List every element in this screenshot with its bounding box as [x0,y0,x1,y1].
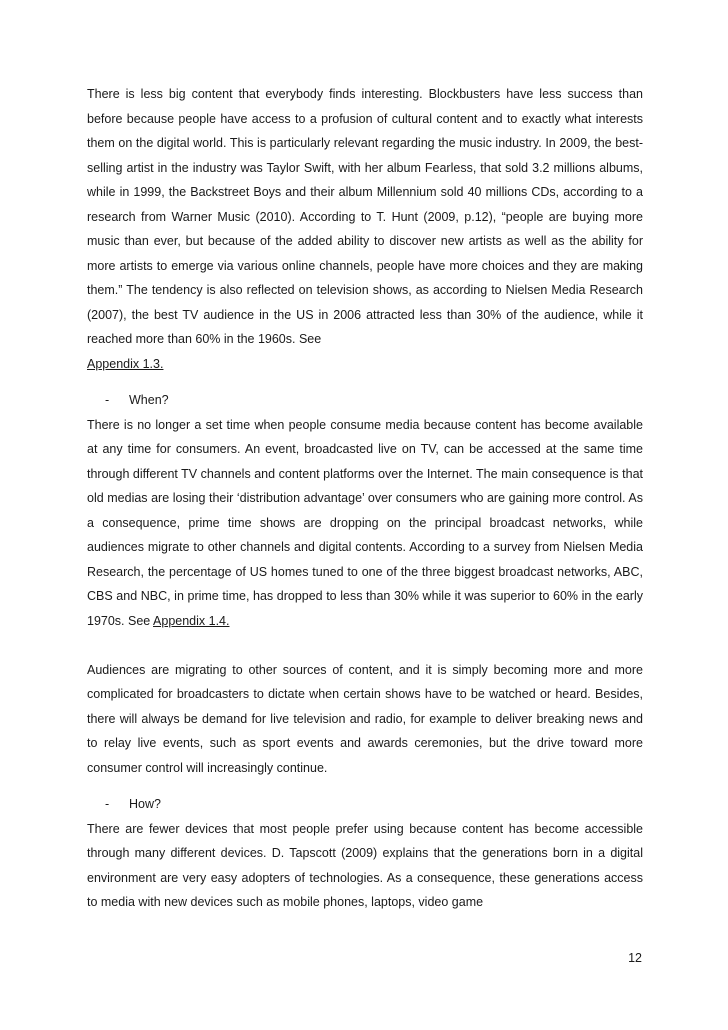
paragraph-audiences: Audiences are migrating to other sources of content, and it is simply becoming more and more complicated for broadcasters to dictate when certain shows have to be watched or heard. Besides, there will always be demand for live television and radio, for example to deliver breaking news and to relay live events, such as sport events and awards ceremonies, but the drive toward more consumer control will increasingly continue. [87,662,643,775]
appendix-1-3-link[interactable]: Appendix 1.3. [87,356,164,371]
page-number: 12 [628,951,642,965]
bullet-dash: - [105,393,110,407]
paragraph-text: There is less big content that everybody finds interesting. Blockbusters have less success than before because people have access to a profusion of cultural content and to exactly what interests them on the digital world. This is particularly relevant regarding the music industry. In 2009, the best-selling artist in the industry was Taylor Swift, with her album Fearless, that sold 3.2 millions albums, while in 1999, the Backstreet Boys and their album Millennium sold 40 millions CDs, according to a research from Warner Music (2010). According to T. Hunt (2009, p.12), “people are buying more music than ever, but because of the added ability to discover new artists as well as the ability for more artists to emerge via various online channels, people have more choices and they are making them.” The tendency is also reflected on television shows, as according to Nielsen Media Research (2007), the best TV audience in the US in 2006 attracted less than 30% of the audience, while it reached more than 60% in the 1960s. See [87,87,643,346]
heading-label: When? [129,393,169,407]
paragraph-blockbusters [87,82,643,376]
heading-label: How? [129,797,161,811]
appendix-1-4-link[interactable]: Appendix 1.4. [153,613,230,628]
section-heading-when [87,388,643,413]
paragraph-devices: There are fewer devices that most people prefer using because content has become accessible through many different devices. D. Tapscott (2009) explains that the generations born in a digital environment are very easy adopters of technologies. As a consequence, these generations access to media with new devices such as mobile phones, laptops, video game [87,821,643,909]
document-page [87,82,643,915]
section-heading-how [87,792,643,817]
paragraph-gap [87,633,643,658]
bullet-dash: - [105,797,110,811]
paragraph-set-time [87,413,643,634]
paragraph-text: There is no longer a set time when people consume media because content has become available at any time for consumers. An event, broadcasted live on TV, can be accessed at the same time through different TV channels and content platforms over the Internet. The main consequence is that old medias are losing their ‘distribution advantage’ over consumers who are gaining more control. As a consequence, prime time shows are dropping on the principal broadcast networks, while audiences migrate to other channels and digital contents. According to a survey from Nielsen Media Research, the percentage of US homes tuned to one of the three biggest broadcast networks, ABC, CBS and NBC, in prime time, has dropped to less than 30% while it was superior to 60% in the early 1970s. See [87,417,643,628]
